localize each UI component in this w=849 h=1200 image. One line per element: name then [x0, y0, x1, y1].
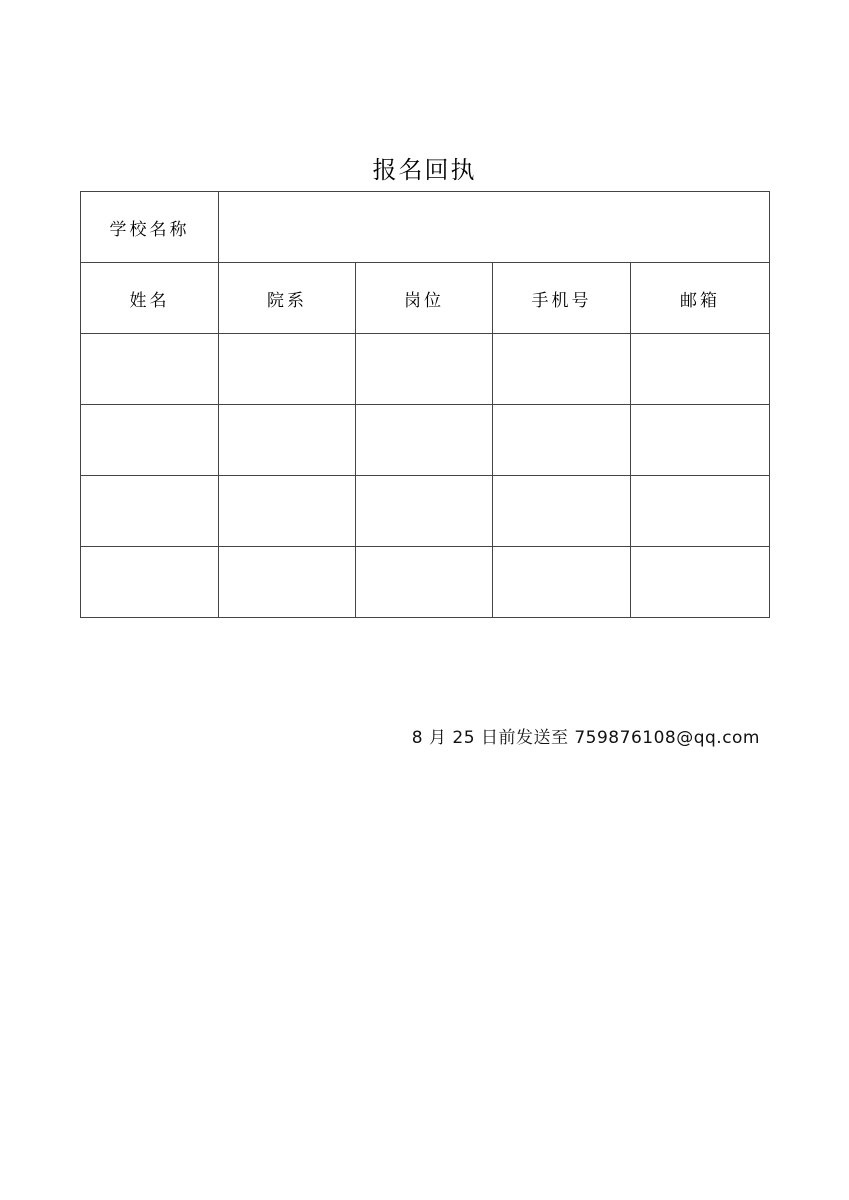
column-header-department: 院系 [219, 263, 356, 334]
school-name-field[interactable] [219, 192, 770, 263]
department-cell[interactable] [219, 547, 356, 618]
phone-cell[interactable] [493, 476, 631, 547]
name-cell[interactable] [81, 334, 219, 405]
position-cell[interactable] [356, 334, 493, 405]
name-cell[interactable] [81, 405, 219, 476]
email-cell[interactable] [631, 334, 770, 405]
name-cell[interactable] [81, 476, 219, 547]
department-cell[interactable] [219, 334, 356, 405]
phone-cell[interactable] [493, 334, 631, 405]
registration-table [80, 191, 770, 618]
column-header-phone: 手机号 [493, 263, 631, 334]
submission-deadline-note: 8 月 25 日前发送至 759876108@qq.com [411, 728, 760, 748]
table-row [81, 334, 770, 405]
school-row [81, 192, 770, 263]
page-title: 报名回执 [372, 156, 477, 184]
column-header-name: 姓名 [81, 263, 219, 334]
position-cell[interactable] [356, 476, 493, 547]
position-cell[interactable] [356, 547, 493, 618]
table-row [81, 547, 770, 618]
header-row [81, 263, 770, 334]
name-cell[interactable] [81, 547, 219, 618]
email-cell[interactable] [631, 547, 770, 618]
phone-cell[interactable] [493, 405, 631, 476]
position-cell[interactable] [356, 405, 493, 476]
table-row [81, 476, 770, 547]
school-name-label: 学校名称 [81, 192, 219, 263]
email-cell[interactable] [631, 405, 770, 476]
department-cell[interactable] [219, 405, 356, 476]
department-cell[interactable] [219, 476, 356, 547]
email-cell[interactable] [631, 476, 770, 547]
table-row [81, 405, 770, 476]
column-header-email: 邮箱 [631, 263, 770, 334]
column-header-position: 岗位 [356, 263, 493, 334]
phone-cell[interactable] [493, 547, 631, 618]
